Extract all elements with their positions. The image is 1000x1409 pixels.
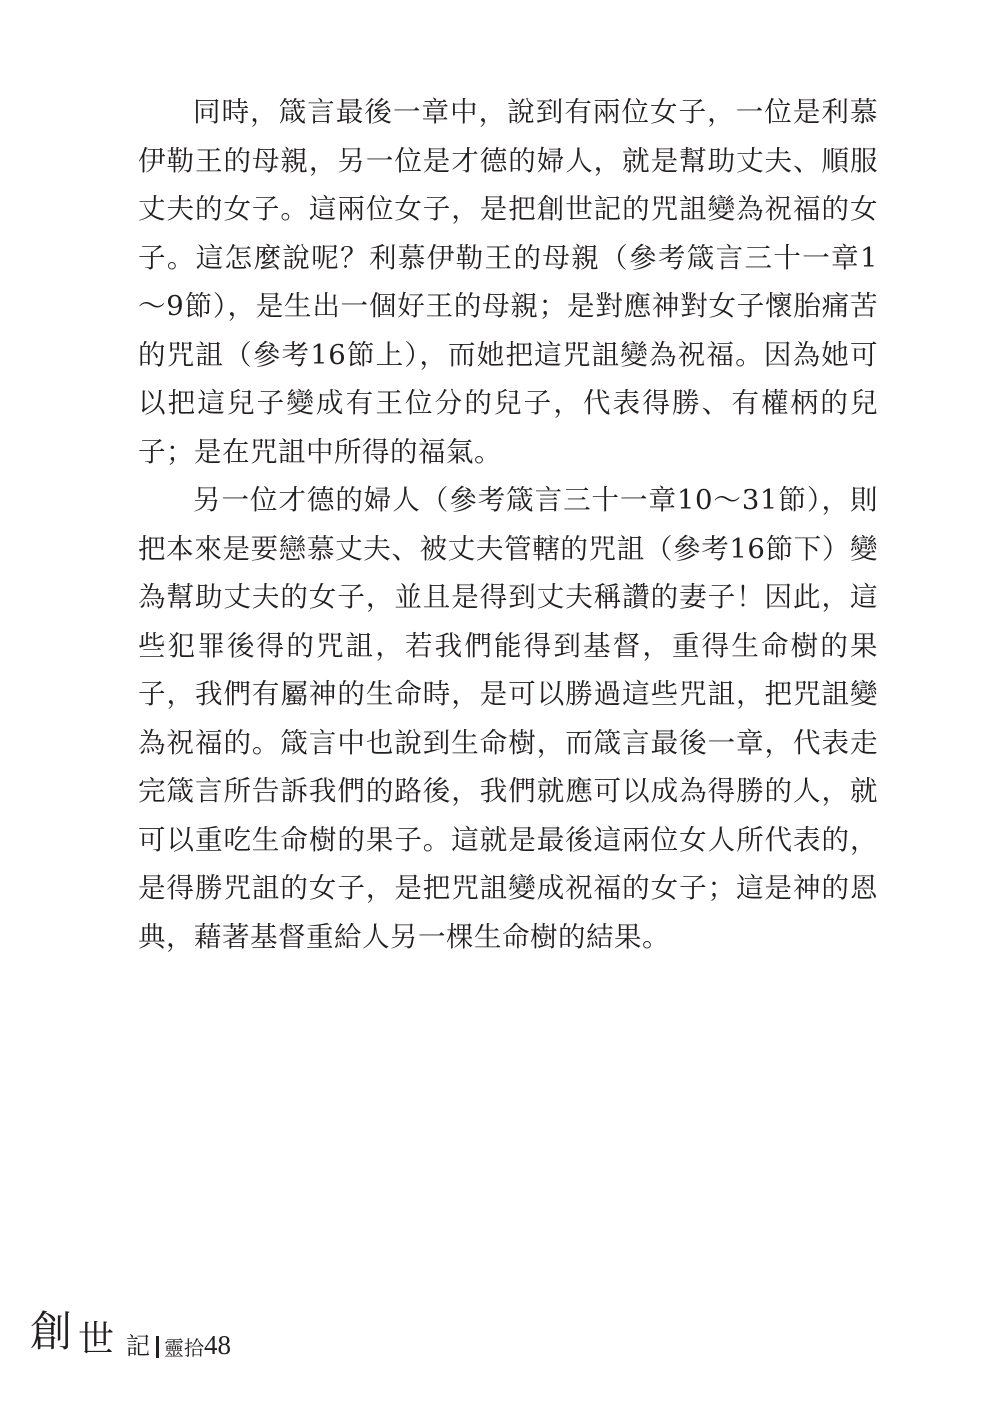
book-title-char-3: 記: [126, 1332, 150, 1360]
book-title-char-2: 世: [78, 1319, 115, 1360]
section-label: 靈拾: [164, 1336, 204, 1360]
paragraph-1: 同時，箴言最後一章中，說到有兩位女子，一位是利慕伊勒王的母親，另一位是才德的婦人，就是幫助丈夫、順服丈夫的女子。這兩位女子，是把創世記的咒詛變為祝福的女子。這怎麼說呢？利慕伊勒王的母親（參考箴言三十一章1～9節），是生出一個好王的母親；是對應神對女子懷胎痛苦的咒詛（參考16節上），而她把這咒詛變為祝福。因為她可以把這兒子變成有王位分的兒子，代表得勝、有權柄的兒子；是在咒詛中所得的福氣。: [138, 96, 878, 468]
footer-divider: [156, 1336, 159, 1358]
page-number: 48: [204, 1330, 231, 1360]
paragraph-2: 另一位才德的婦人（參考箴言三十一章10～31節），則把本來是要戀慕丈夫、被丈夫管轄的咒詛（參考16節下）變為幫助丈夫的女子，並且是得到丈夫稱讚的妻子！因此，這些犯罪後得的咒詛，若我們能得到基督，重得生命樹的果子，我們有屬神的生命時，是可以勝過這些咒詛，把咒詛變為祝福的。箴言中也說到生命樹，而箴言最後一章，代表走完箴言所告訴我們的路後，我們就應可以成為得勝的人，就可以重吃生命樹的果子。這就是最後這兩位女人所代表的，是得勝咒詛的女子，是把咒詛變成祝福的女子；這是神的恩典，藉著基督重給人另一棵生命樹的結果。: [138, 484, 878, 953]
book-title-char-1: 創: [30, 1307, 73, 1356]
page-footer: [30, 1308, 430, 1368]
page-body: [138, 88, 878, 961]
